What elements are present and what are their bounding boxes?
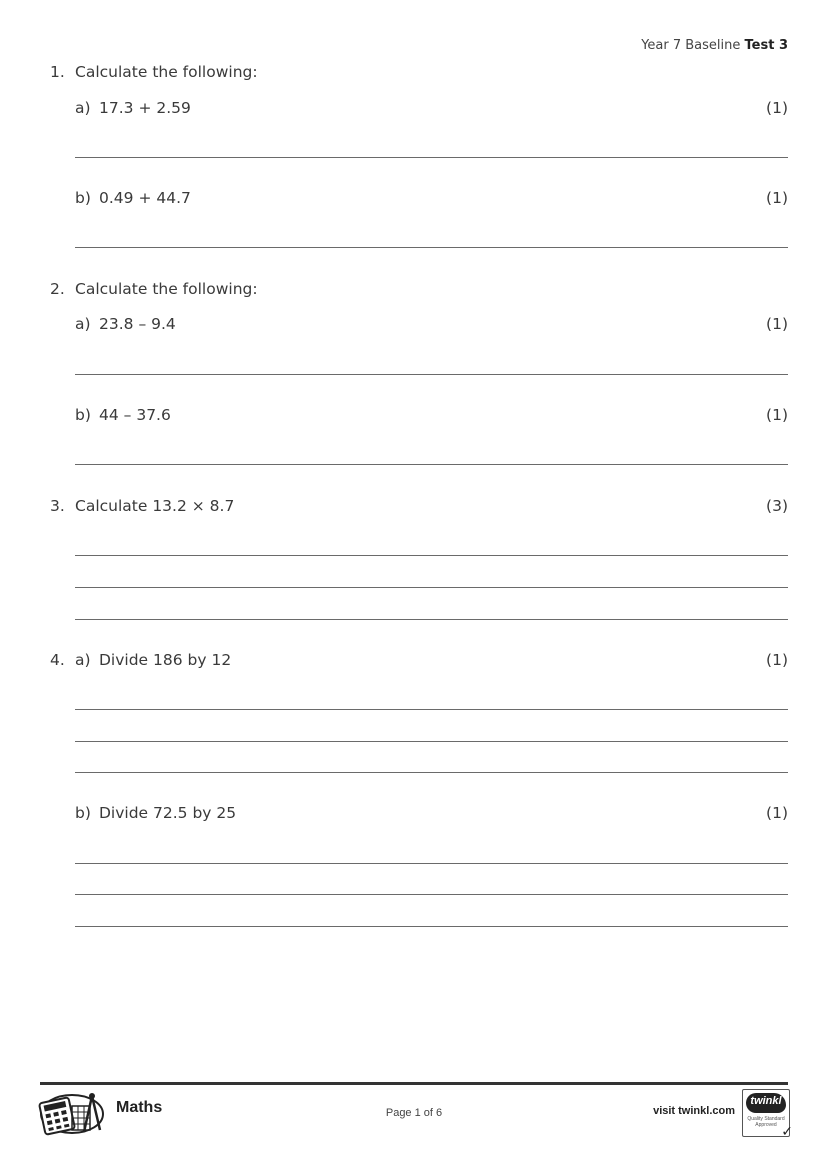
q2-number: 2. xyxy=(50,280,65,298)
badge-line-2: Approved xyxy=(755,1122,777,1128)
badge-word: twinkl xyxy=(750,1095,782,1107)
answer-line[interactable] xyxy=(75,247,788,248)
q1a-label: a) xyxy=(75,99,91,117)
answer-line[interactable] xyxy=(75,926,788,927)
answer-line[interactable] xyxy=(75,555,788,556)
q1a-marks: (1) xyxy=(766,99,788,117)
page-number: Page 1 of 6 xyxy=(385,1107,443,1119)
q3-text: Calculate 13.2 × 8.7 xyxy=(75,497,235,515)
q2b-marks: (1) xyxy=(766,406,788,424)
q1b-text: 0.49 + 44.7 xyxy=(99,189,191,207)
q1b-label: b) xyxy=(75,189,91,207)
q2-text: Calculate the following: xyxy=(75,280,258,298)
q1-number: 1. xyxy=(50,63,65,81)
q4-number: 4. xyxy=(50,651,65,669)
q4b-text: Divide 72.5 by 25 xyxy=(99,804,237,822)
answer-line[interactable] xyxy=(75,587,788,588)
q2b-label: b) xyxy=(75,406,91,424)
q2a-label: a) xyxy=(75,315,91,333)
q1-text: Calculate the following: xyxy=(75,63,258,81)
footer-subject: Maths xyxy=(116,1099,163,1116)
answer-line[interactable] xyxy=(75,619,788,620)
q4b-marks: (1) xyxy=(766,804,788,822)
header-test-label: Test 3 xyxy=(744,38,788,53)
q2b-text: 44 – 37.6 xyxy=(99,406,171,424)
answer-line[interactable] xyxy=(75,894,788,895)
footer-divider xyxy=(40,1082,788,1085)
page-header xyxy=(641,38,788,53)
header-prefix: Year 7 Baseline xyxy=(641,38,741,53)
q1b-marks: (1) xyxy=(766,189,788,207)
q4a-label: a) xyxy=(75,651,91,669)
twinkl-quality-badge xyxy=(742,1089,793,1140)
answer-line[interactable] xyxy=(75,709,788,710)
answer-line[interactable] xyxy=(75,863,788,864)
q2a-text: 23.8 – 9.4 xyxy=(99,315,176,333)
q2a-marks: (1) xyxy=(766,315,788,333)
badge-line-1: Quality Standard xyxy=(747,1116,785,1122)
answer-line[interactable] xyxy=(75,464,788,465)
answer-line[interactable] xyxy=(75,374,788,375)
answer-line[interactable] xyxy=(75,741,788,742)
q3-number: 3. xyxy=(50,497,65,515)
q4a-marks: (1) xyxy=(766,651,788,669)
q1a-text: 17.3 + 2.59 xyxy=(99,99,191,117)
visit-link[interactable]: visit twinkl.com xyxy=(653,1105,735,1117)
answer-line[interactable] xyxy=(75,772,788,773)
q3-marks: (3) xyxy=(766,497,788,515)
q4a-text: Divide 186 by 12 xyxy=(99,651,232,669)
answer-line[interactable] xyxy=(75,157,788,158)
checkmark-icon: ✓ xyxy=(781,1124,793,1140)
q4b-label: b) xyxy=(75,804,91,822)
